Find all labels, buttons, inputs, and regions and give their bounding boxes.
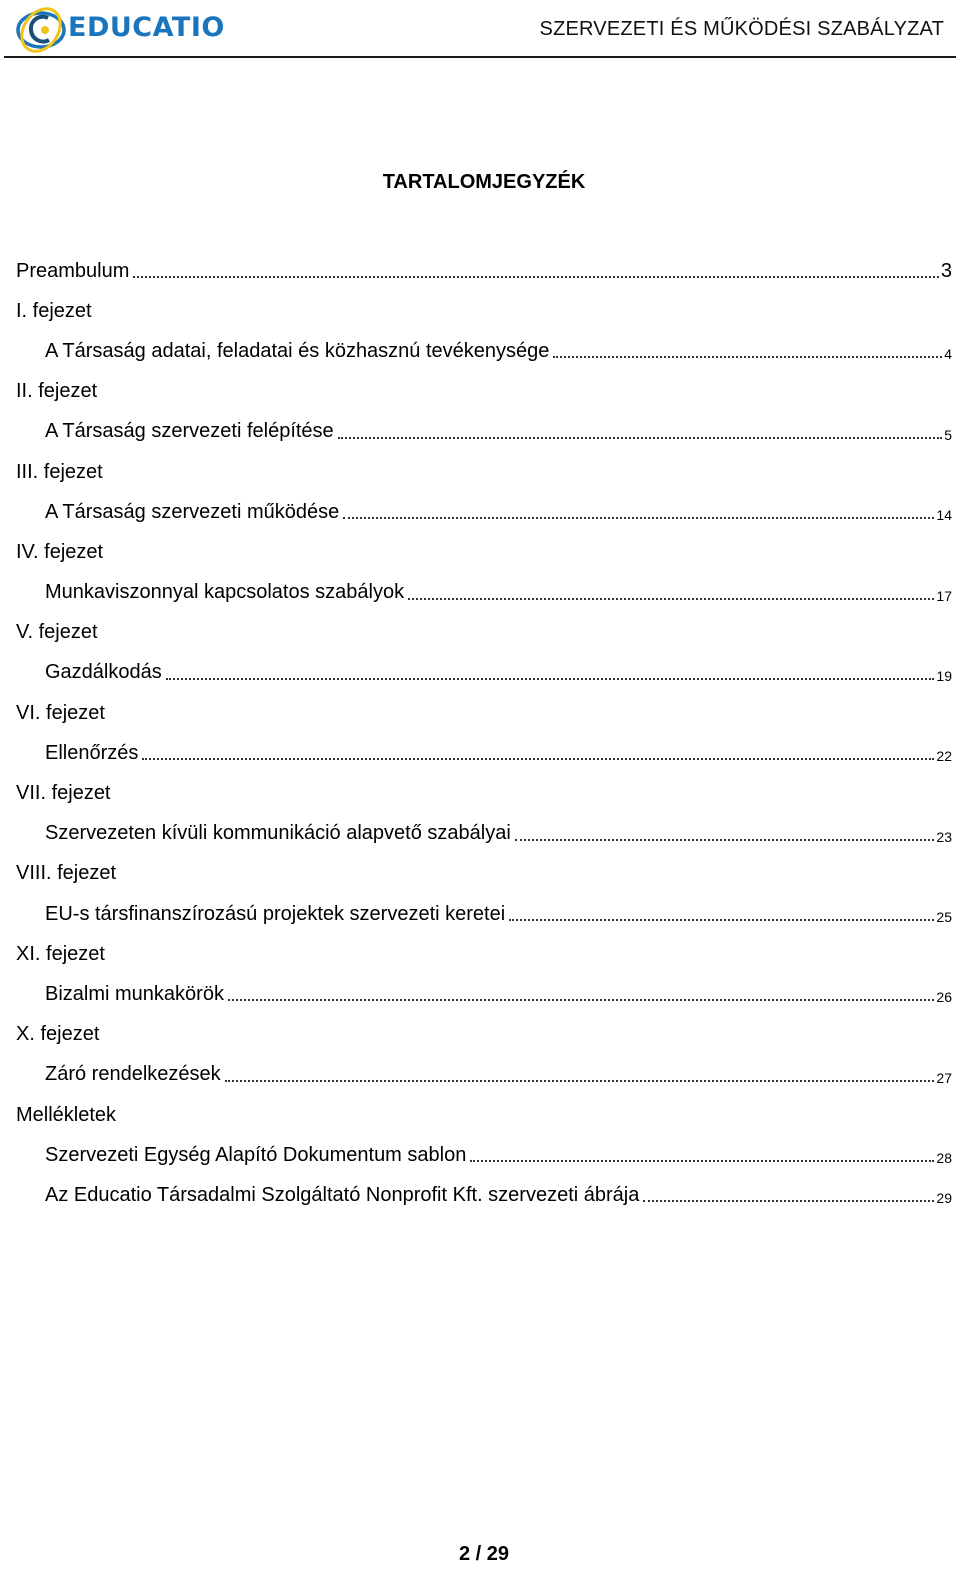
toc-entry-page: 22: [936, 748, 952, 765]
toc-entry[interactable]: [16, 1135, 952, 1175]
toc-chapter: [16, 613, 952, 653]
toc-chapter: [16, 854, 952, 894]
toc-dot-leader: [133, 276, 938, 278]
toc-entry[interactable]: [16, 331, 952, 371]
toc-entry-label: Preambulum: [16, 259, 130, 282]
toc-chapter: [16, 1015, 952, 1055]
toc-entry-label: XI. fejezet: [16, 942, 105, 965]
toc-entry-label: Bizalmi munkakörök: [45, 982, 224, 1005]
toc-dot-leader: [509, 919, 934, 921]
logo-text: EDUCATIO: [68, 12, 225, 43]
toc-entry-label: Szervezeten kívüli kommunikáció alapvető szabályai: [45, 822, 511, 845]
toc-entry-label: Munkaviszonnyal kapcsolatos szabályok: [45, 581, 405, 604]
toc-entry-label: Szervezeti Egység Alapító Dokumentum sablon: [45, 1143, 467, 1166]
toc-chapter: [16, 372, 952, 412]
educatio-logo-icon: [14, 2, 68, 56]
toc-entry[interactable]: [16, 573, 952, 613]
toc-dot-leader: [643, 1200, 934, 1202]
toc-entry[interactable]: [16, 653, 952, 693]
toc-entry[interactable]: [16, 1055, 952, 1095]
toc-dot-leader: [553, 356, 942, 358]
toc-entry-label: VII. fejezet: [16, 782, 111, 805]
toc-heading: TARTALOMJEGYZÉK: [382, 171, 586, 193]
toc-entry-label: Az Educatio Társadalmi Szolgáltató Nonprofit Kft. szervezeti ábrája: [45, 1183, 640, 1206]
table-of-contents: [16, 251, 952, 1216]
document-title: SZERVEZETI ÉS MŰKÖDÉSI SZABÁLYZAT: [539, 18, 944, 40]
toc-entry-page: 3: [940, 259, 952, 282]
toc-dot-leader: [408, 598, 934, 600]
toc-dot-leader: [470, 1160, 934, 1162]
toc-entry-label: III. fejezet: [16, 460, 103, 483]
toc-chapter: [16, 291, 952, 331]
toc-dot-leader: [338, 437, 943, 439]
header-divider: [4, 56, 956, 58]
toc-entry-page: 25: [936, 909, 952, 926]
toc-dot-leader: [343, 517, 934, 519]
toc-entry[interactable]: [16, 1175, 952, 1215]
toc-entry[interactable]: [16, 733, 952, 773]
toc-entry-page: 26: [936, 989, 952, 1006]
toc-chapter: [16, 452, 952, 492]
toc-entry-page: 29: [936, 1190, 952, 1207]
toc-chapter: [16, 1095, 952, 1135]
toc-entry-label: VI. fejezet: [16, 701, 105, 724]
toc-entry[interactable]: [16, 412, 952, 452]
toc-entry-label: VIII. fejezet: [16, 862, 117, 885]
toc-entry-page: 4: [944, 346, 952, 363]
toc-entry-page: 5: [944, 426, 952, 443]
toc-entry-label: II. fejezet: [16, 380, 98, 403]
toc-dot-leader: [515, 839, 935, 841]
toc-chapter: [16, 693, 952, 733]
toc-entry-label: Gazdálkodás: [45, 661, 162, 684]
toc-entry[interactable]: [16, 814, 952, 854]
toc-chapter: [16, 773, 952, 813]
toc-entry-label: Záró rendelkezések: [45, 1063, 221, 1086]
toc-entry-label: I. fejezet: [16, 299, 92, 322]
toc-entry-label: Ellenőrzés: [45, 741, 139, 764]
toc-entry[interactable]: [16, 974, 952, 1014]
toc-entry-page: 23: [936, 828, 952, 845]
toc-dot-leader: [142, 758, 934, 760]
toc-entry-label: A Társaság szervezeti felépítése: [45, 420, 334, 443]
educatio-logo: [14, 2, 234, 56]
page-header: [0, 0, 960, 58]
toc-entry[interactable]: [16, 492, 952, 532]
page-number: 2 / 29: [458, 1543, 510, 1565]
toc-chapter[interactable]: [16, 251, 952, 291]
toc-entry-label: Mellékletek: [16, 1103, 117, 1126]
toc-entry-label: A Társaság szervezeti működése: [45, 500, 340, 523]
toc-chapter: [16, 532, 952, 572]
toc-entry[interactable]: [16, 894, 952, 934]
toc-entry-label: V. fejezet: [16, 621, 98, 644]
toc-entry-page: 17: [936, 587, 952, 604]
toc-entry-page: 28: [936, 1150, 952, 1167]
toc-entry-label: A Társaság adatai, feladatai és közhasznú tevékenysége: [45, 339, 550, 362]
toc-entry-page: 19: [936, 667, 952, 684]
toc-chapter: [16, 934, 952, 974]
toc-entry-label: EU-s társfinanszírozású projektek szervezeti keretei: [45, 902, 506, 925]
toc-entry-page: 14: [936, 507, 952, 524]
toc-dot-leader: [228, 999, 934, 1001]
toc-dot-leader: [166, 678, 935, 680]
toc-entry-label: IV. fejezet: [16, 540, 104, 563]
toc-dot-leader: [225, 1080, 935, 1082]
toc-entry-page: 27: [936, 1069, 952, 1086]
toc-entry-label: X. fejezet: [16, 1023, 100, 1046]
